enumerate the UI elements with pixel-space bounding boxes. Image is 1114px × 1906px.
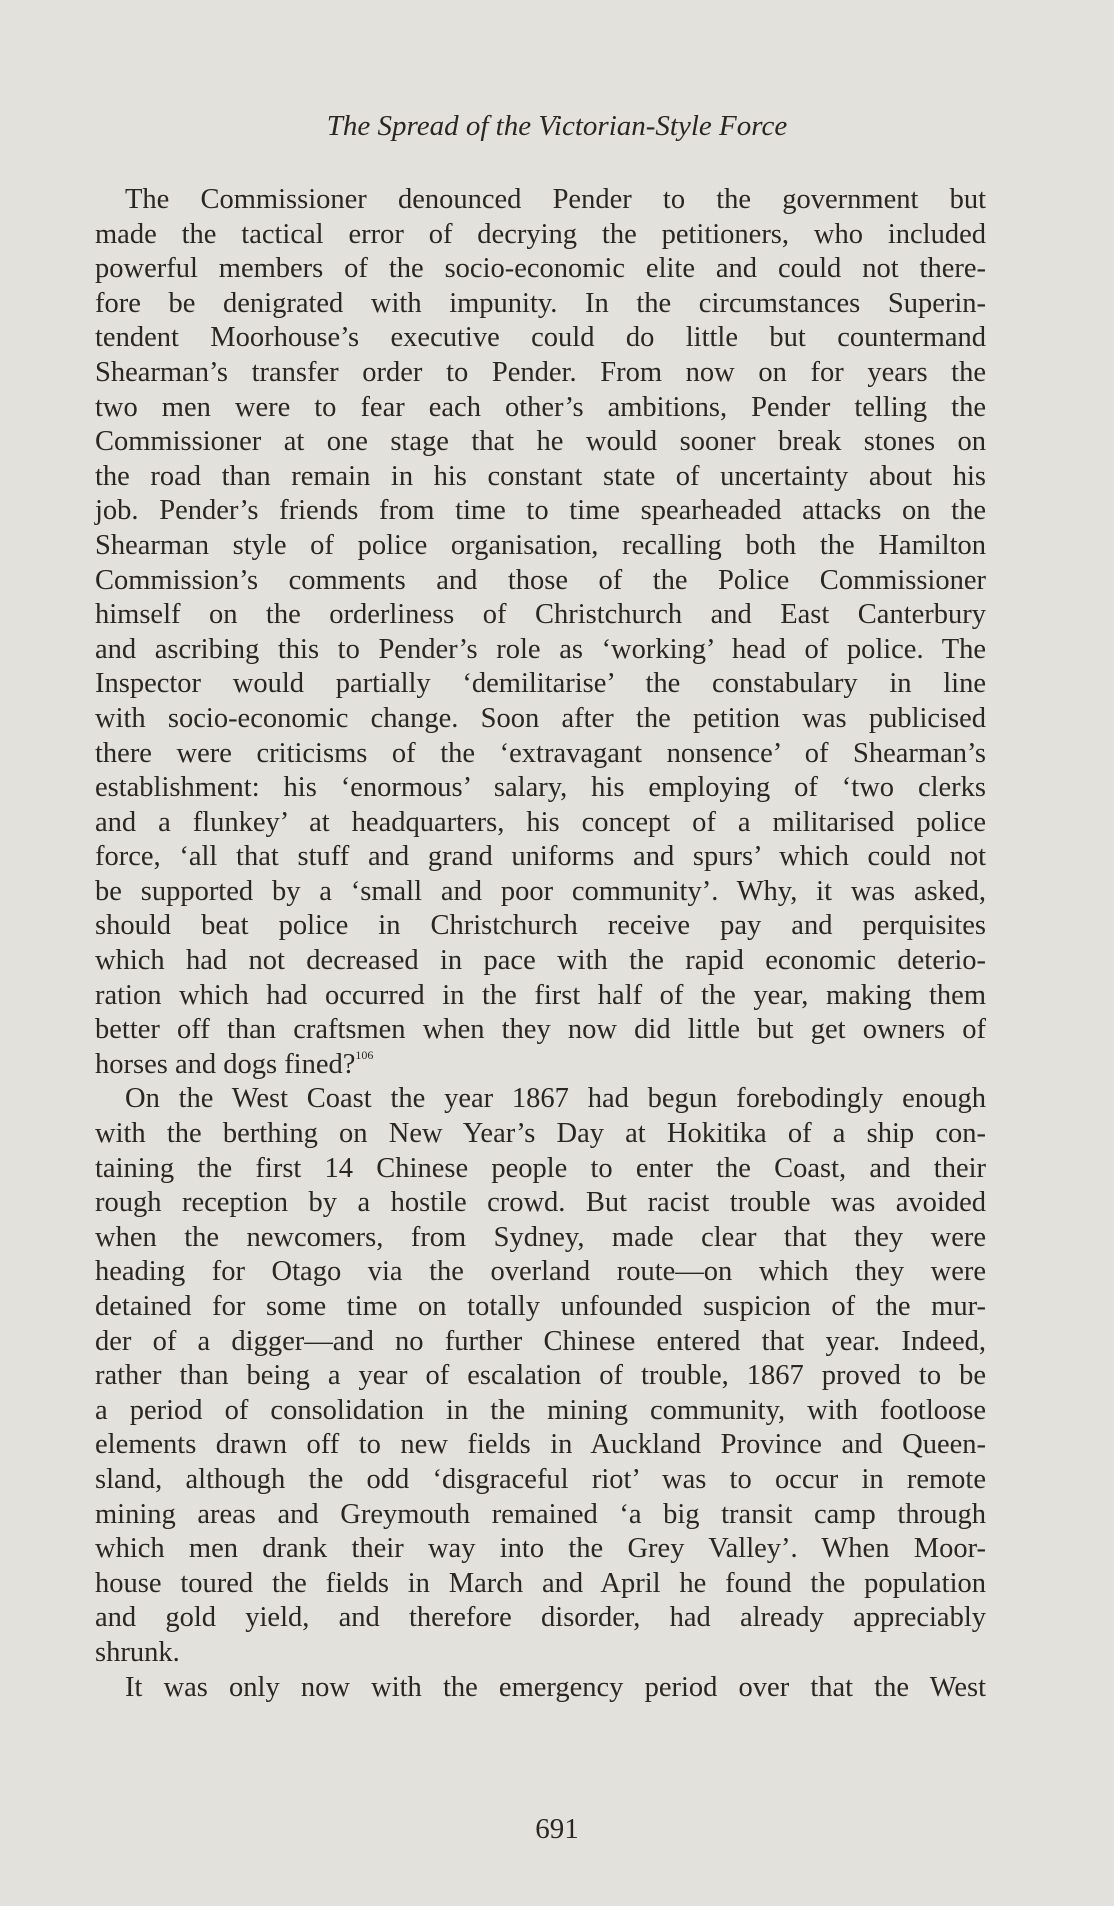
- text-line: [95, 425, 986, 460]
- text-line: [95, 1186, 986, 1221]
- text-line: [95, 1601, 986, 1636]
- text-line: [95, 564, 986, 599]
- text-line-content: with the berthing on New Year’s Day at Hokitika of a ship con-: [95, 1118, 986, 1150]
- text-line-content: which had not decreased in pace with the rapid economic deterio-: [95, 945, 986, 977]
- text-line: [95, 391, 986, 426]
- text-line-content: himself on the orderliness of Christchurch and East Canterbury: [95, 599, 986, 631]
- text-line-content: establishment: his ‘enormous’ salary, his employing of ‘two clerks: [95, 772, 986, 804]
- text-line: [95, 1048, 986, 1083]
- text-line: [95, 633, 986, 668]
- text-line: [95, 598, 986, 633]
- text-line: [95, 979, 986, 1014]
- text-line: [95, 1325, 986, 1360]
- text-line-content: ration which had occurred in the first half of the year, making them: [95, 979, 986, 1011]
- text-line: [95, 1013, 986, 1048]
- text-line: [95, 356, 986, 391]
- text-line: [95, 321, 986, 356]
- text-line: [95, 183, 986, 218]
- text-line: [95, 1671, 986, 1706]
- text-line-content: two men were to fear each other’s ambitions, Pender telling the: [95, 391, 986, 423]
- text-line-content: Inspector would partially ‘demilitarise’ the constabulary in line: [95, 668, 986, 700]
- text-line: [95, 1152, 986, 1187]
- text-line-content: fore be denigrated with impunity. In the circumstances Superin-: [95, 287, 986, 319]
- text-line-content: with socio-economic change. Soon after the petition was publicised: [95, 702, 986, 734]
- body-text: [95, 183, 986, 1705]
- running-head: The Spread of the Victorian-Style Force: [326, 110, 788, 142]
- text-line-content: and gold yield, and therefore disorder, had already appreciably: [95, 1602, 986, 1634]
- text-line-content: heading for Otago via the overland route—on which they were: [95, 1256, 986, 1288]
- text-line: [95, 1082, 986, 1117]
- text-line-content: powerful members of the socio-economic elite and could not there-: [95, 253, 986, 285]
- text-line: [95, 1532, 986, 1567]
- text-line-content: rough reception by a hostile crowd. But racist trouble was avoided: [95, 1187, 986, 1219]
- text-line: [95, 1290, 986, 1325]
- text-line: [95, 1498, 986, 1533]
- text-line: [95, 252, 986, 287]
- text-line-content: Commission’s comments and those of the Police Commissioner: [95, 564, 986, 596]
- text-line-content: the road than remain in his constant state of uncertainty about his: [95, 460, 986, 492]
- text-line-content: there were criticisms of the ‘extravagant nonsence’ of Shearman’s: [95, 737, 986, 769]
- text-line-content: be supported by a ‘small and poor community’. Why, it was asked,: [95, 875, 986, 907]
- text-line: [95, 1255, 986, 1290]
- text-line-content: which men drank their way into the Grey Valley’. When Moor-: [95, 1533, 986, 1565]
- text-line: [95, 806, 986, 841]
- text-line-content: tendent Moorhouse’s executive could do little but countermand: [95, 322, 986, 354]
- text-line: [95, 1567, 986, 1602]
- text-line: [95, 840, 986, 875]
- text-line-content: der of a digger—and no further Chinese entered that year. Indeed,: [95, 1325, 986, 1357]
- text-line: [95, 1463, 986, 1498]
- text-line-content: job. Pender’s friends from time to time spearheaded attacks on the: [95, 495, 986, 527]
- text-line: [95, 1394, 986, 1429]
- footnote-marker: 106: [355, 1047, 374, 1062]
- text-line-content: shrunk.: [95, 1636, 180, 1668]
- text-line-content: Shearman style of police organisation, recalling both the Hamilton: [95, 529, 986, 561]
- text-line: [95, 529, 986, 564]
- text-line-content: and ascribing this to Pender’s role as ‘working’ head of police. The: [95, 633, 986, 665]
- text-line: [95, 1428, 986, 1463]
- text-line: [95, 1359, 986, 1394]
- text-line-content: a period of consolidation in the mining community, with footloose: [95, 1394, 986, 1426]
- text-line-content: when the newcomers, from Sydney, made clear that they were: [95, 1221, 986, 1253]
- text-line: [95, 771, 986, 806]
- text-line: [95, 702, 986, 737]
- text-line-content: horses and dogs fined?: [95, 1048, 356, 1080]
- text-line-content: rather than being a year of escalation of trouble, 1867 proved to be: [95, 1360, 986, 1392]
- text-line-content: Shearman’s transfer order to Pender. From now on for years the: [95, 356, 986, 388]
- text-line-content: Commissioner at one stage that he would sooner break stones on: [95, 426, 986, 458]
- text-line: [95, 909, 986, 944]
- text-line-content: better off than craftsmen when they now did little but get owners of: [95, 1014, 986, 1046]
- text-line: [95, 944, 986, 979]
- text-line-content: house toured the fields in March and April he found the population: [95, 1567, 986, 1599]
- text-line-content: It was only now with the emergency period over that the West: [125, 1671, 986, 1703]
- text-line: [95, 1221, 986, 1256]
- text-line: [95, 460, 986, 495]
- text-line-content: detained for some time on totally unfounded suspicion of the mur-: [95, 1291, 986, 1322]
- text-line: [95, 218, 986, 253]
- text-line-content: On the West Coast the year 1867 had begun forebodingly enough: [125, 1083, 986, 1115]
- page-number: 691: [535, 1813, 579, 1845]
- text-line: [95, 875, 986, 910]
- text-line-content: made the tactical error of decrying the petitioners, who included: [95, 218, 986, 250]
- text-line-content: should beat police in Christchurch receive pay and perquisites: [95, 910, 986, 942]
- text-line-content: mining areas and Greymouth remained ‘a big transit camp through: [95, 1498, 986, 1530]
- text-line-content: sland, although the odd ‘disgraceful riot’ was to occur in remote: [95, 1463, 986, 1495]
- text-line-content: The Commissioner denounced Pender to the government but: [125, 184, 986, 215]
- text-line: [95, 494, 986, 529]
- text-line-content: and a flunkey’ at headquarters, his concept of a militarised police: [95, 806, 986, 838]
- text-line: [95, 667, 986, 702]
- text-line: [95, 1117, 986, 1152]
- text-line: [95, 1636, 986, 1671]
- text-line: [95, 287, 986, 322]
- text-line-content: elements drawn off to new fields in Auckland Province and Queen-: [95, 1429, 986, 1461]
- text-line-content: taining the first 14 Chinese people to enter the Coast, and their: [95, 1152, 986, 1184]
- text-line: [95, 737, 986, 772]
- text-line-content: force, ‘all that stuff and grand uniforms and spurs’ which could not: [95, 841, 986, 873]
